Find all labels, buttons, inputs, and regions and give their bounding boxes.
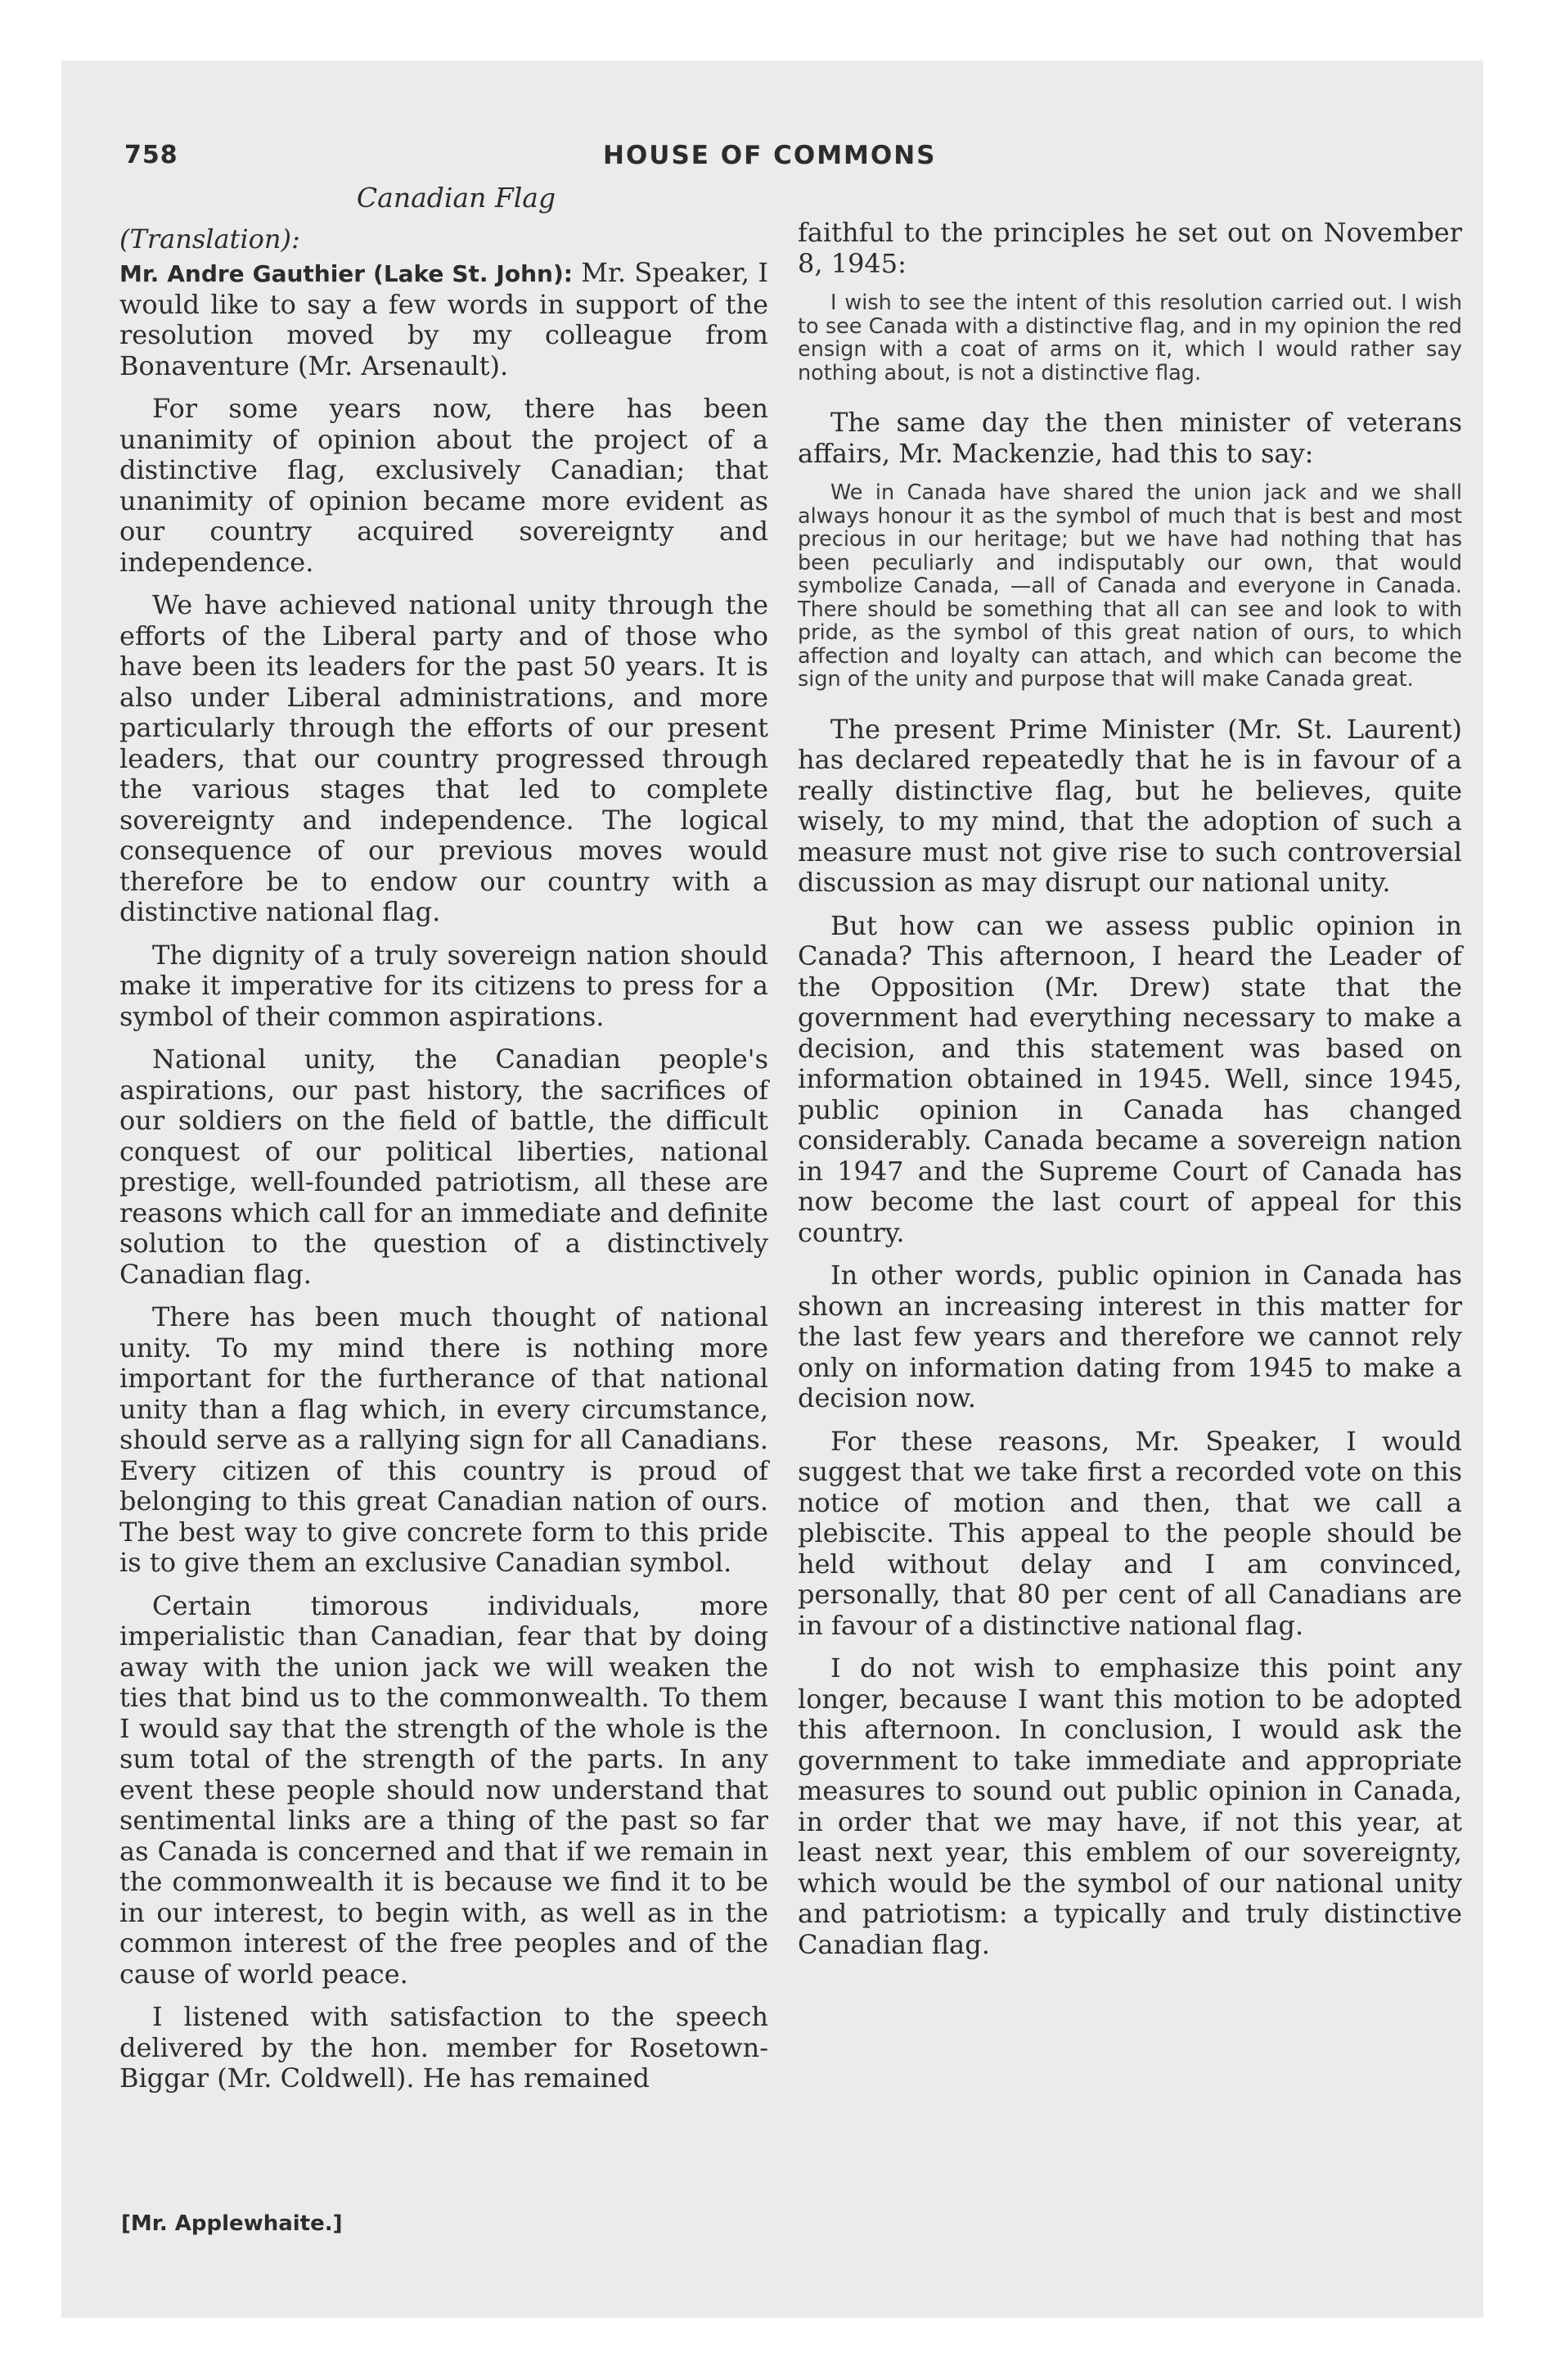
footer-speaker-reference: [Mr. Applewhaite.]: [121, 2211, 343, 2236]
speech-paragraph: For these reasons, Mr. Speaker, I would suggest that we take first a recorded vote on this notice of motion and then, that we call a plebiscite. This appeal to the people should be held without delay and I am convinced, personally, that 80 per cent of all Canadians are in favour of a distinctive national flag.: [798, 1425, 1462, 1641]
speaker-name: Mr. Andre Gauthier (Lake St. John):: [119, 260, 573, 287]
page-header: [124, 141, 1427, 182]
speech-paragraph: But how can we assess public opinion in Canada? This afternoon, I heard the Leader of the Opposition (Mr. Drew) state that the government had everything necessary to make a decision, and this statement was based on information obtained in 1945. Well, since 1945, public opinion in Canada has changed considerably. Canada became a sovereign nation in 1947 and the Supreme Court of Canada has now become the last court of appeal for this country.: [798, 909, 1462, 1248]
speech-paragraph: The same day the then minister of veterans affairs, Mr. Mackenzie, had this to say:: [798, 407, 1462, 469]
page-number: 758: [124, 141, 178, 169]
left-column: [119, 182, 768, 2107]
block-quote: We in Canada have shared the union jack and we shall always honour it as the symbol of much that is best and most precious in our heritage; but we have had nothing that has been peculiarly and indisputably our own, that would symbolize Canada, —all of Canada and everyone in Canada. There should be something that all can see and look to with pride, as the symbol of this great nation of ours, to which affection and loyalty can attach, and which can become the sign of the unity and purpose that will make Canada great.: [798, 480, 1462, 692]
speech-paragraph: For some years now, there has been unanimity of opinion about the project of a distinctive flag, exclusively Canadian; that unanimity of opinion became more evident as our country acquired sovereignty and independence.: [119, 393, 768, 578]
subject-heading: Canadian Flag: [356, 182, 556, 214]
journal-title: HOUSE OF COMMONS: [603, 141, 937, 170]
speech-paragraph: [119, 258, 768, 381]
speech-paragraph: National unity, the Canadian people's aspirations, our past history, the sacrifices of our soldiers on the field of battle, the difficult conquest of our political liberties, national prestige, well-founded patriotism, all these are reasons which call for an immediate and definite solution to the question of a distinctively Canadian flag.: [119, 1044, 768, 1290]
speech-text: Mr. Speaker, I would like to say a few words in support of the resolution moved by my colleague from Bonaventure (Mr. Arsenault).: [119, 257, 769, 381]
speech-paragraph: In other words, public opinion in Canada has shown an increasing interest in this matter for the last few years and therefore we cannot rely only on information dating from 1945 to make a decision now.: [798, 1260, 1462, 1413]
block-quote: I wish to see the intent of this resolution carried out. I wish to see Canada with a distinctive flag, and in my opinion the red ensign with a coat of arms on it, which I would rather say nothing about, is not a distinctive flag.: [798, 291, 1462, 385]
speech-paragraph: There has been much thought of national unity. To my mind there is nothing more important for the furtherance of that national unity than a flag which, in every circumstance, should serve as a rallying sign for all Canadians. Every citizen of this country is proud of belonging to this great Canadian nation of ours. The best way to give concrete form to this pride is to give them an exclusive Canadian symbol.: [119, 1301, 768, 1578]
speech-paragraph: We have achieved national unity through the efforts of the Liberal party and of those who have been its leaders for the past 50 years. It is also under Liberal administrations, and more particularly through the efforts of our present leaders, that our country progressed through the various stages that led to complete sovereignty and independence. The logical consequence of our previous moves would therefore be to endow our country with a distinctive national flag.: [119, 589, 768, 927]
right-column: [798, 218, 1462, 1972]
translation-note: (Translation):: [119, 223, 300, 255]
speech-paragraph: faithful to the principles he set out on November 8, 1945:: [798, 217, 1462, 279]
speech-paragraph: I listened with satisfaction to the speech delivered by the hon. member for Rosetown-Biggar (Mr. Coldwell). He has remained: [119, 2001, 768, 2094]
speech-paragraph: The dignity of a truly sovereign nation should make it imperative for its citizens to press for a symbol of their common aspirations.: [119, 939, 768, 1032]
speech-paragraph: The present Prime Minister (Mr. St. Laurent) has declared repeatedly that he is in favour of a really distinctive flag, but he believes, quite wisely, to my mind, that the adoption of such a measure must not give rise to such controversial discussion as may disrupt our national unity.: [798, 713, 1462, 898]
speech-paragraph: I do not wish to emphasize this point any longer, because I want this motion to be adopted this afternoon. In conclusion, I would ask the government to take immediate and appropriate measures to sound out public opinion in Canada, in order that we may have, if not this year, at least next year, this emblem of our sovereignty, which would be the symbol of our national unity and patriotism: a typically and truly distinctive Canadian flag.: [798, 1652, 1462, 1960]
speech-paragraph: Certain timorous individuals, more imperialistic than Canadian, fear that by doing away with the union jack we will weaken the ties that bind us to the commonwealth. To them I would say that the strength of the whole is the sum total of the strength of the parts. In any event these people should now understand that sentimental links are a thing of the past so far as Canada is concerned and that if we remain in the commonwealth it is because we find it to be in our interest, to begin with, as well as in the common interest of the free peoples and of the cause of world peace.: [119, 1589, 768, 1990]
